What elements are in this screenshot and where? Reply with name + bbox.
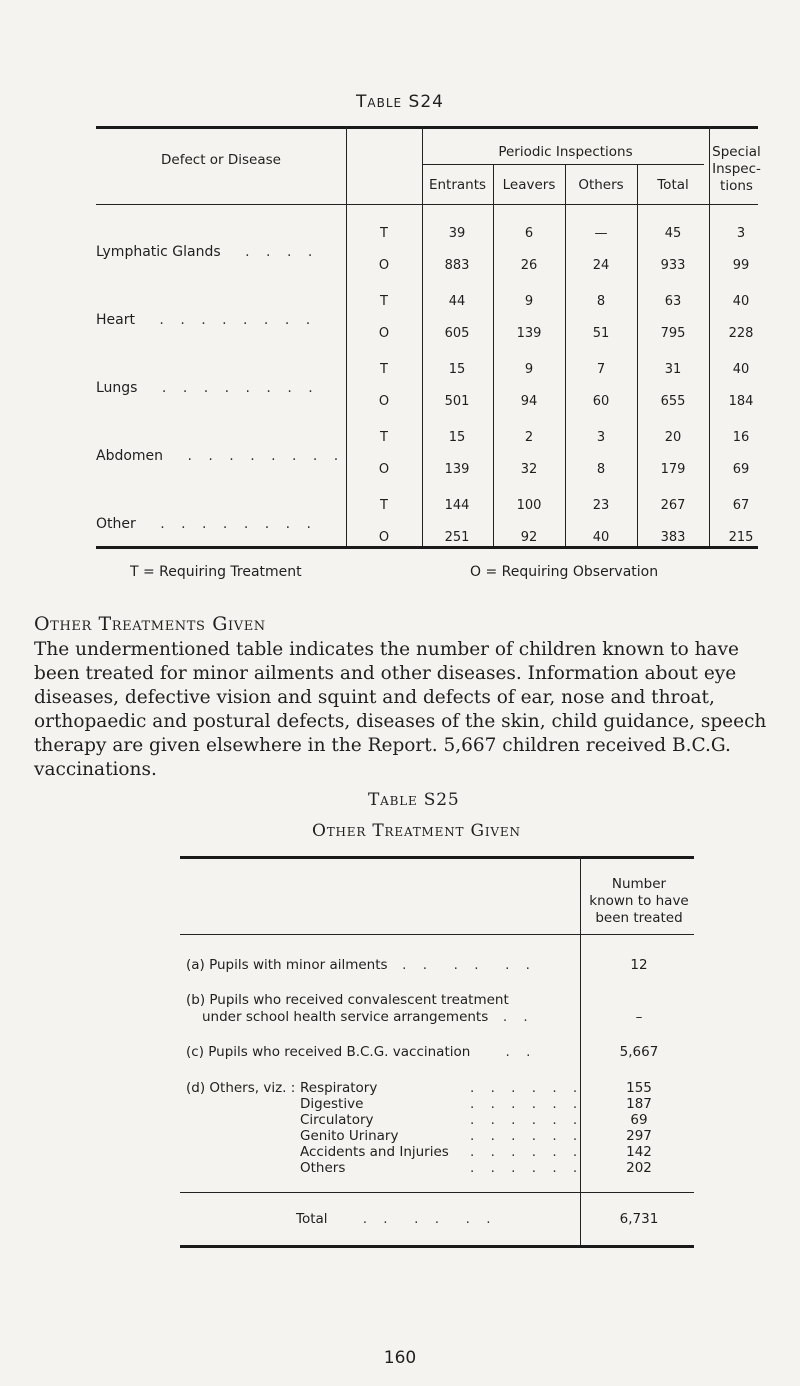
row-type-code: T (380, 294, 388, 309)
row-label-text: under school health service arrangements (202, 1009, 489, 1025)
table-cell: 228 (728, 326, 754, 341)
table-cell: 15 (448, 430, 466, 445)
table-cell: 8 (596, 294, 606, 309)
col-divider (493, 164, 494, 546)
row-c-value: 5,667 (619, 1044, 659, 1060)
table-cell: 23 (592, 498, 610, 513)
row-label-text: Heart (96, 312, 135, 328)
header-special (709, 144, 764, 195)
col-divider (346, 126, 347, 546)
row-label-text: Lymphatic Glands (96, 244, 221, 260)
others-item-label: Others (300, 1160, 346, 1176)
section-heading: Other Treatments Given (34, 613, 266, 635)
table-cell: 139 (516, 326, 542, 341)
others-item-label: Digestive (300, 1096, 364, 1112)
table-cell: 267 (660, 498, 686, 513)
table-cell: 251 (444, 530, 470, 545)
table-cell: 16 (732, 430, 750, 445)
table-cell: 44 (448, 294, 466, 309)
header-leavers: Leavers (502, 177, 556, 193)
header-special-line: Special (712, 144, 761, 160)
header-periodic: Periodic Inspections (498, 144, 633, 160)
page-number: 160 (383, 1348, 417, 1368)
table-cell: 383 (660, 530, 686, 545)
paragraph-line: been treated for minor ailments and other diseases. Information about eye (34, 663, 737, 684)
row-label-text: (c) Pupils who received B.C.G. vaccination (186, 1044, 471, 1060)
table-cell: 94 (520, 394, 538, 409)
table-cell: 3 (736, 226, 746, 241)
row-label-text: Lungs (96, 380, 138, 396)
table-cell: 51 (592, 326, 610, 341)
header-special-line: Inspec- (712, 161, 761, 177)
leader-dots: . . . . . . (391, 957, 536, 973)
row-a-value: 12 (630, 957, 648, 973)
table-cell: 39 (448, 226, 466, 241)
total-label-text: Total (296, 1211, 328, 1227)
table-cell: 60 (592, 394, 610, 409)
leader-dots: . . . . . . (470, 1080, 584, 1096)
row-label (96, 244, 318, 260)
col-divider (565, 164, 566, 546)
leader-dots: . . . . . . . . (148, 312, 317, 328)
top-rule (96, 126, 758, 129)
top-rule (180, 856, 694, 859)
table-cell: 9 (524, 294, 534, 309)
table-cell: 99 (732, 258, 750, 273)
table-cell: 32 (520, 462, 538, 477)
row-type-code: T (380, 362, 388, 377)
table-cell: 179 (660, 462, 686, 477)
row-label (96, 312, 316, 328)
row-b-value: – (635, 1009, 643, 1025)
bottom-rule (96, 546, 758, 549)
leader-dots: . . . . . . (470, 1112, 584, 1128)
header-others: Others (578, 177, 624, 193)
row-b-label-1: (b) Pupils who received convalescent treatment (186, 992, 509, 1008)
table-cell: 67 (732, 498, 750, 513)
table-cell: 24 (592, 258, 610, 273)
leader-dots: . . (492, 1009, 534, 1025)
section-paragraph (34, 638, 767, 782)
table-cell: 7 (596, 362, 606, 377)
row-type-code: T (380, 498, 388, 513)
row-type-code: O (378, 394, 390, 409)
table-cell: 3 (596, 430, 606, 445)
leader-dots: . . . . . . (470, 1160, 584, 1176)
table-cell: 8 (596, 462, 606, 477)
row-type-code: O (378, 462, 390, 477)
others-item-value: 142 (626, 1144, 652, 1160)
paragraph-line: diseases, defective vision and squint and defects of ear, nose and throat, (34, 687, 715, 708)
table-cell: 9 (524, 362, 534, 377)
table-cell: 215 (728, 530, 754, 545)
table-s25 (180, 856, 694, 1386)
col-divider (637, 164, 638, 546)
paragraph-line: therapy are given elsewhere in the Report. 5,667 children received B.C.G. (34, 735, 731, 756)
table-cell: 655 (660, 394, 686, 409)
row-label (96, 380, 319, 396)
row-type-code: T (380, 430, 388, 445)
table-cell: 605 (444, 326, 470, 341)
table-cell: 15 (448, 362, 466, 377)
table-s25-title: Table S25 (368, 790, 460, 810)
header-number (583, 876, 695, 927)
bottom-rule (180, 1245, 694, 1248)
leader-dots: . . . . . . . . (177, 448, 345, 464)
table-cell: 40 (592, 530, 610, 545)
table-s24-title: Table S24 (356, 92, 444, 112)
table-cell: — (594, 226, 608, 241)
leader-dots: . . . . (234, 244, 319, 260)
table-s25-subtitle: Other Treatment Given (312, 821, 521, 841)
table-cell: 92 (520, 530, 538, 545)
table-cell: 26 (520, 258, 538, 273)
row-label (96, 448, 344, 464)
others-item-value: 297 (626, 1128, 652, 1144)
table-cell: 139 (444, 462, 470, 477)
header-defect: Defect or Disease (161, 152, 281, 168)
total-rule (180, 1192, 694, 1193)
paragraph-line: The undermentioned table indicates the number of children known to have (34, 639, 739, 660)
header-rule (96, 204, 758, 205)
row-label-text: Abdomen (96, 448, 164, 464)
header-line: Number (611, 876, 667, 892)
row-type-code: O (378, 530, 390, 545)
table-cell: 40 (732, 362, 750, 377)
row-type-code: T (380, 226, 388, 241)
row-type-code: O (378, 326, 390, 341)
table-cell: 2 (524, 430, 534, 445)
table-cell: 883 (444, 258, 470, 273)
table-cell: 501 (444, 394, 470, 409)
header-line: known to have (589, 893, 689, 909)
row-c-label (186, 1044, 536, 1060)
table-cell: 69 (732, 462, 750, 477)
header-rule (180, 934, 694, 935)
others-item-value: 202 (626, 1160, 652, 1176)
table-cell: 795 (660, 326, 686, 341)
paragraph-line: vaccinations. (34, 759, 157, 780)
legend-o: O = Requiring Observation (470, 564, 659, 580)
others-item-value: 155 (626, 1080, 652, 1096)
leader-dots: . . . . . . (470, 1096, 584, 1112)
others-item-label: Accidents and Injuries (300, 1144, 449, 1160)
table-cell: 40 (732, 294, 750, 309)
table-cell: 6 (524, 226, 534, 241)
leader-dots: . . . . . . (331, 1211, 497, 1227)
leader-dots: . . . . . . (470, 1144, 584, 1160)
leader-dots: . . . . . . . . (151, 380, 319, 396)
periodic-subrule (422, 164, 704, 165)
others-item-label: Respiratory (300, 1080, 378, 1096)
others-item-value: 69 (630, 1112, 648, 1128)
row-d-prefix: (d) Others, viz. : (186, 1080, 296, 1096)
legend-t: T = Requiring Treatment (130, 564, 302, 580)
total-value: 6,731 (619, 1211, 659, 1227)
header-entrants: Entrants (428, 177, 487, 193)
header-total: Total (657, 177, 689, 193)
table-cell: 63 (664, 294, 682, 309)
table-cell: 45 (664, 226, 682, 241)
header-special-line: tions (720, 178, 753, 194)
others-item-label: Circulatory (300, 1112, 374, 1128)
table-cell: 100 (516, 498, 542, 513)
row-type-code: O (378, 258, 390, 273)
paragraph-line: orthopaedic and postural defects, diseases of the skin, child guidance, speech (34, 711, 767, 732)
table-cell: 144 (444, 498, 470, 513)
row-label-text: (a) Pupils with minor ailments (186, 957, 388, 973)
table-cell: 31 (664, 362, 682, 377)
table-cell: 20 (664, 430, 682, 445)
row-label (96, 516, 317, 532)
leader-dots: . . (474, 1044, 537, 1060)
leader-dots: . . . . . . . . (149, 516, 317, 532)
leader-dots: . . . . . . (470, 1128, 584, 1144)
row-b-label-2 (202, 1009, 534, 1025)
others-item-value: 187 (626, 1096, 652, 1112)
header-line: been treated (595, 910, 683, 926)
row-label-text: Other (96, 516, 136, 532)
total-label (296, 1211, 497, 1227)
others-item-label: Genito Urinary (300, 1128, 399, 1144)
table-cell: 933 (660, 258, 686, 273)
row-a-label (186, 957, 536, 973)
col-divider (580, 856, 581, 1245)
table-cell: 184 (728, 394, 754, 409)
table-s24 (96, 126, 761, 548)
